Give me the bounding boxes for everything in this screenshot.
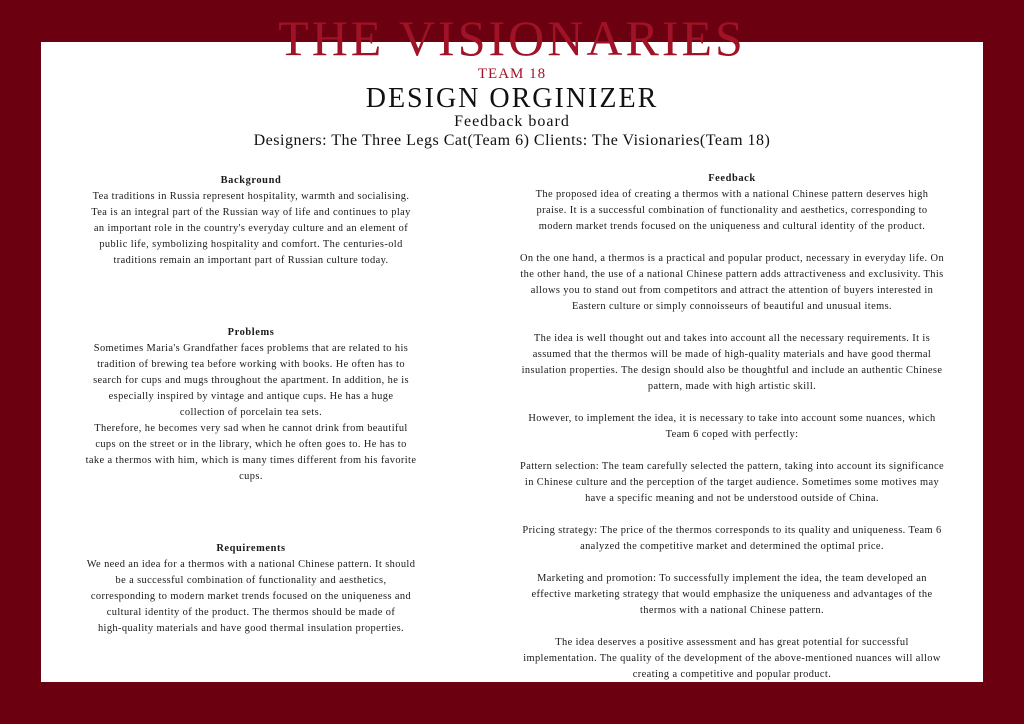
requirements-text: We need an idea for a thermos with a national Chinese pattern. It should be a successful combination of functionality and aesthetics, corresponding to modern market trends focused on the uniqueness and cultural identity of the product. The thermos should be made of high-quality materials and have good thermal insulation properties. bbox=[86, 559, 416, 634]
requirements-section bbox=[62, 541, 440, 637]
page-subtitle: Feedback board bbox=[454, 113, 570, 130]
designers-line: Designers: The Three Legs Cat(Team 6) Clients: The Visionaries(Team 18) bbox=[253, 132, 771, 149]
requirements-heading: Requirements bbox=[216, 543, 286, 554]
problems-text: Sometimes Maria's Grandfather faces problems that are related to his tradition of brewing tea before working with books. He often has to search for cups and mugs throughout the apartment. In addition, he is especially inspired by vintage and antique cups. He has a huge collection of porcelain tea sets. Therefore, he becomes very sad when he cannot drink from beautiful cups on the street or in the library, which he often goes to. He has to take a thermos with him, which is many times different from his favorite cups. bbox=[85, 343, 417, 482]
feedback-heading: Feedback bbox=[708, 173, 756, 184]
feedback-section bbox=[498, 171, 966, 683]
feedback-text: The proposed idea of creating a thermos with a national Chinese pattern deserves high praise. It is a successful combination of functionality and aesthetics, corresponding to modern market trends focused on the uniqueness and cultural identity of the product. On the one hand, a thermos is a practical and popular product, necessary in everyday life. On the other hand, the use of a national Chinese pattern adds attractiveness and exclusivity. This allows you to stand out from competitors and attract the attention of buyers interested in Eastern culture or simply connoisseurs of beautiful and unusual items. The idea is well thought out and takes into account all the necessary requirements. It is assumed that the thermos will be made of high-quality materials and have good thermal insulation properties. The design should also be thoughtful and include an authentic Chinese pattern, made with high artistic skill. However, to implement the idea, it is necessary to take into account some nuances, which Team 6 coped with perfectly: Pattern selection: The team carefully selected the pattern, taking into account its significance in Chinese culture and the perception of the target audience. Sometimes some motives may have a specific meaning and not be understood outside of China. Pricing strategy: The price of the thermos corresponds to its quality and uniqueness. Team 6 analyzed the competitive market and determined the optimal price. Marketing and promotion: To successfully implement the idea, the team developed an effective marketing strategy that would emphasize the uniqueness and advantages of the thermos with a national Chinese pattern. The idea deserves a positive assessment and has great potential for successful implementation. The quality of the development of the above-mentioned nuances will allow creating a competitive and popular product. bbox=[519, 189, 945, 680]
problems-section bbox=[62, 325, 440, 485]
page-title: DESIGN ORGINIZER bbox=[365, 83, 659, 114]
background-text: Tea traditions in Russia represent hospitality, warmth and socialising. Tea is an integral part of the Russian way of life and continues to play an important role in the country's everyday culture and an element of public life, symbolizing hospitality and comfort. The centuries-old traditions remain an important part of Russian culture today. bbox=[91, 191, 411, 266]
brand-title: THE VISIONARIES bbox=[278, 10, 746, 66]
problems-heading: Problems bbox=[227, 327, 275, 338]
background-section bbox=[62, 173, 440, 269]
team-label: TEAM 18 bbox=[477, 66, 547, 82]
background-heading: Background bbox=[220, 175, 282, 186]
